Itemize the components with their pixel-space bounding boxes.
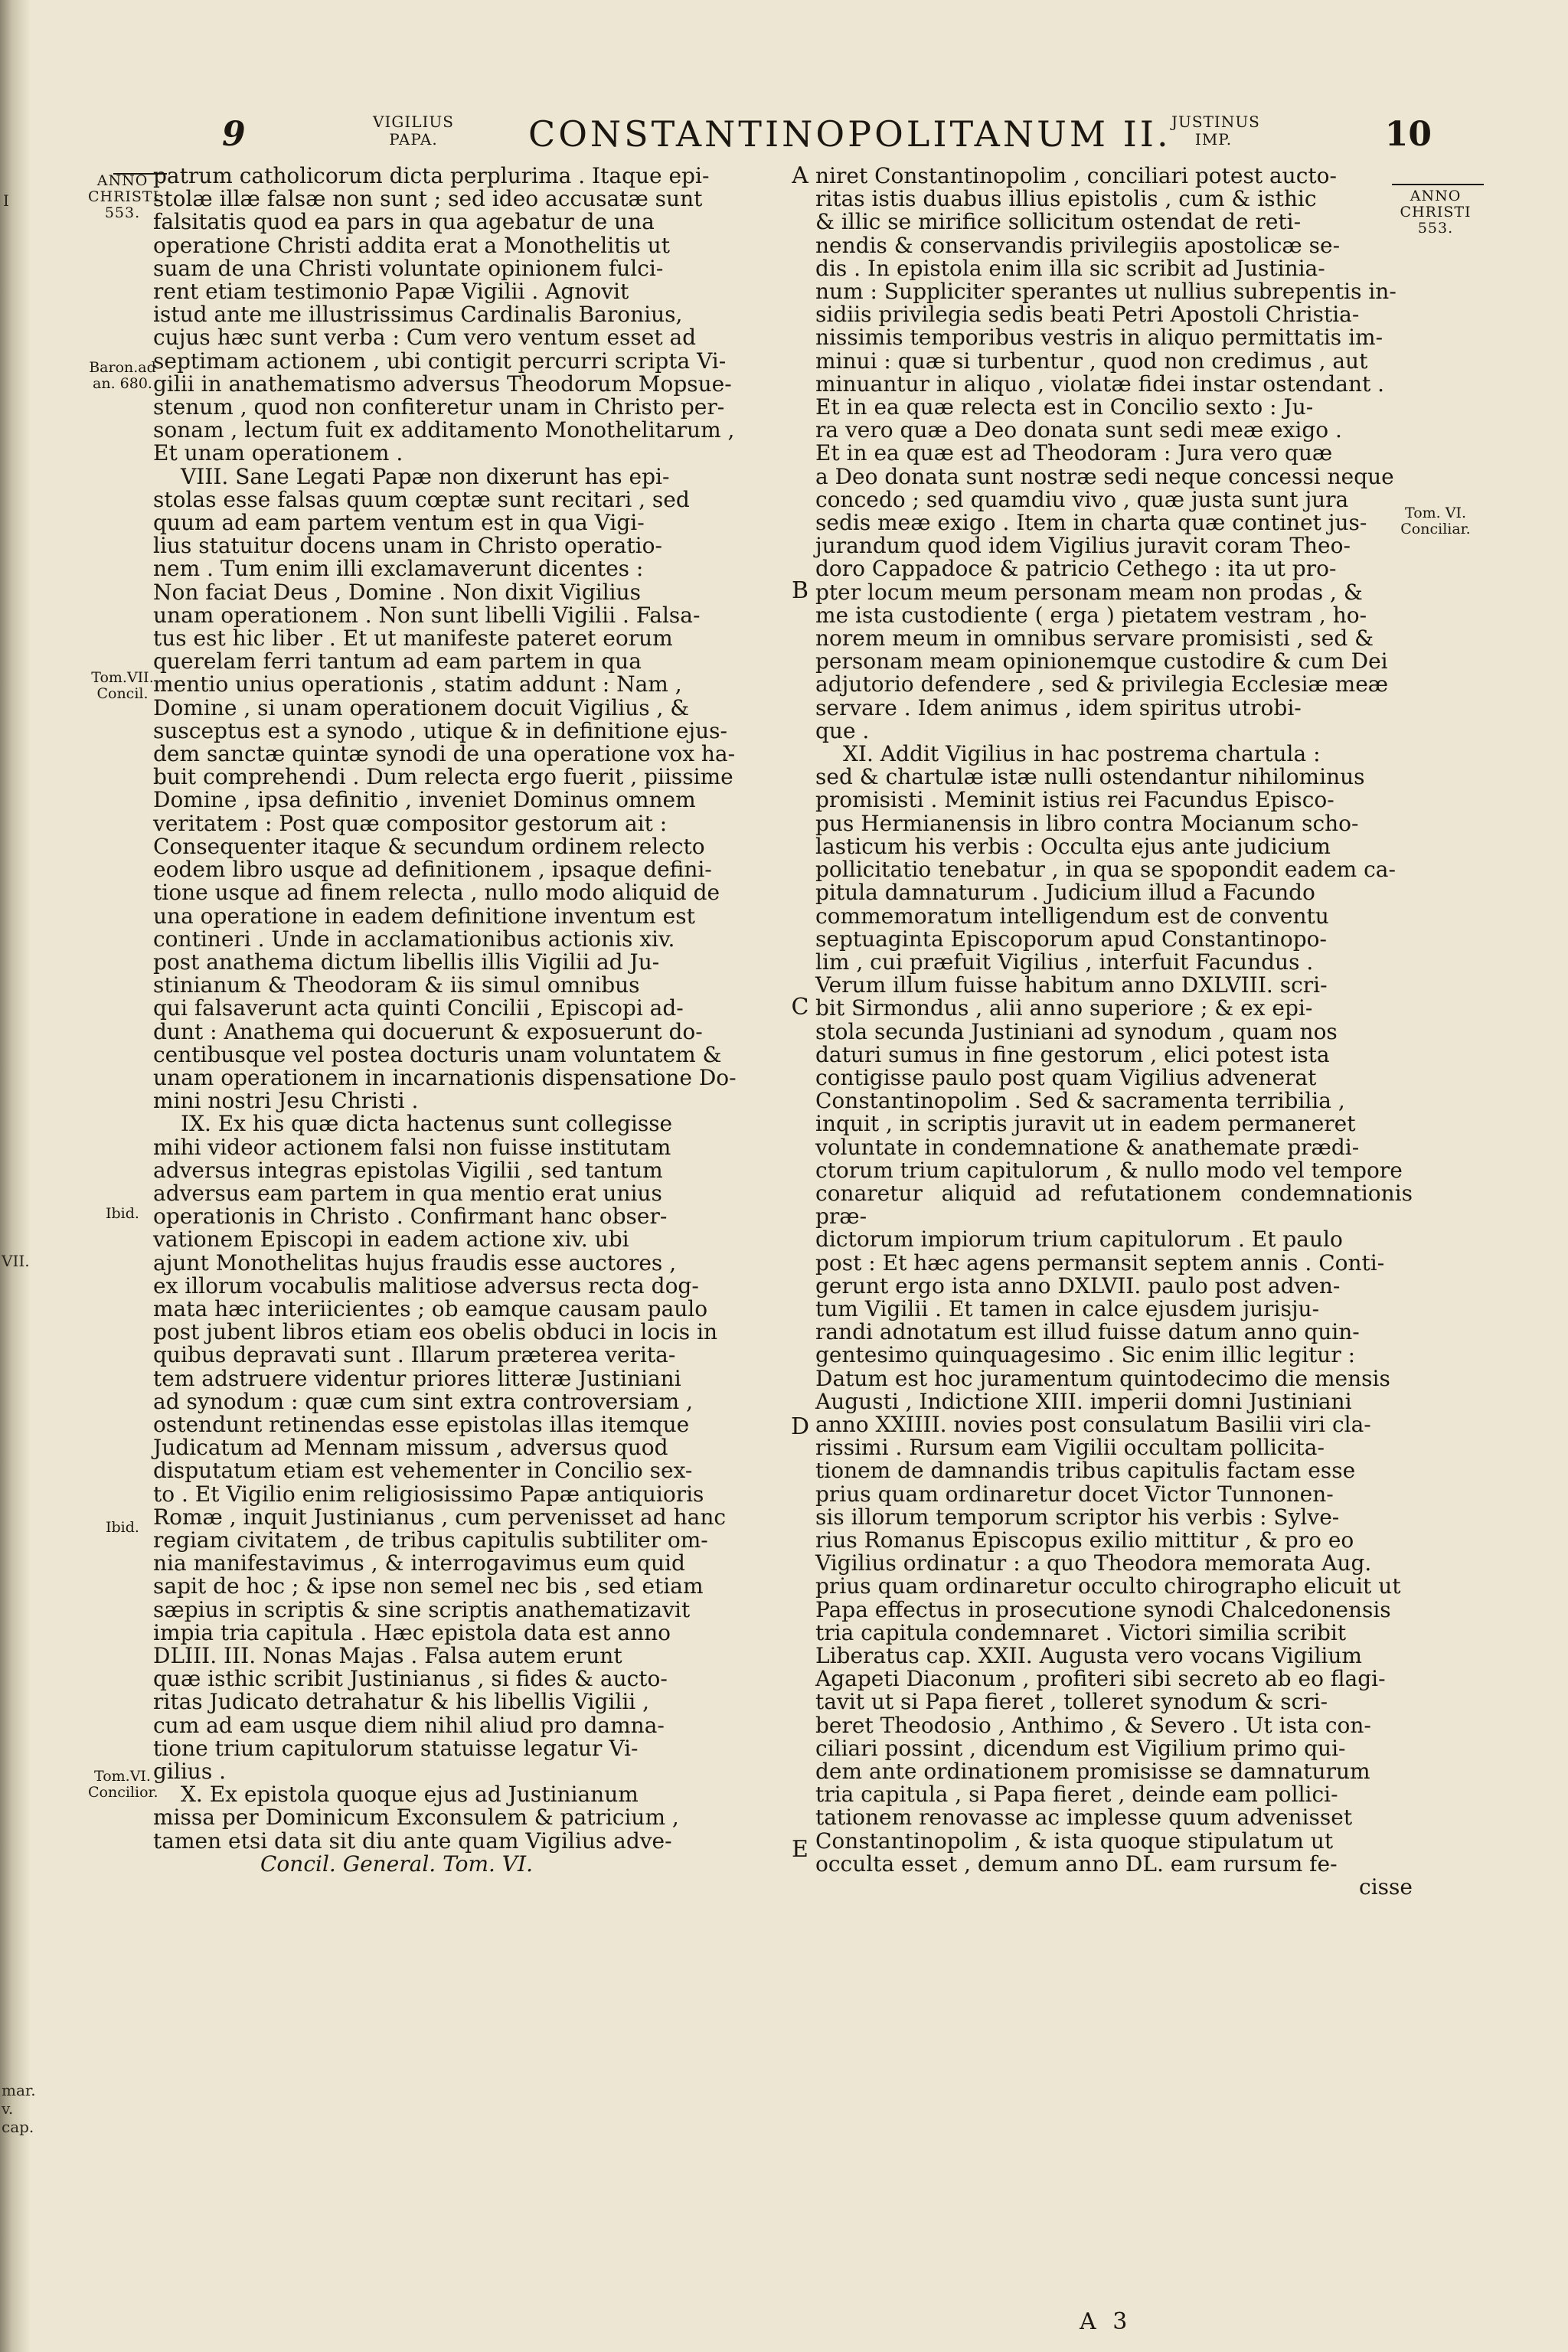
text-line: septuaginta Episcoporum apud Constantinopo- bbox=[815, 926, 1327, 952]
text-line: stenum , quod non confiteretur unam in Christo per- bbox=[153, 394, 725, 420]
text-line: post : Et hæc agens permansit septem annis . Conti- bbox=[815, 1250, 1385, 1276]
text-line: me ista custodiente ( erga ) pietatem vestram , ho- bbox=[815, 602, 1367, 628]
text-line: Verum illum fuisse habitum anno DXLVIII. scri- bbox=[815, 972, 1328, 998]
text-line: suam de una Christi voluntate opinionem fulci- bbox=[153, 255, 664, 281]
text-line: regiam civitatem , de tribus capitulis subtiliter om- bbox=[153, 1527, 708, 1553]
text-line: gerunt ergo ista anno DXLVII. paulo post adven- bbox=[815, 1272, 1341, 1298]
text-line: ad synodum : quæ cum sint extra controversiam , bbox=[153, 1388, 693, 1414]
text-line: rissimi . Rursum eam Vigilii occultam pollicita- bbox=[815, 1435, 1325, 1461]
margin-note-ibid: Ibid. bbox=[106, 1519, 139, 1536]
section-letter: E bbox=[792, 1836, 808, 1863]
text-line: sedis meæ exigo . Item in charta quæ continet jus- bbox=[815, 510, 1367, 536]
text-line: minui : quæ si turbentur , quod non credimus , aut bbox=[815, 348, 1368, 374]
text-line: beret Theodosio , Anthimo , & Severo . Ut ista con- bbox=[815, 1712, 1371, 1738]
text-line: norem meum in omnibus servare promisisti , sed & bbox=[815, 626, 1374, 652]
text-line: stola secunda Justiniani ad synodum , quam nos bbox=[815, 1018, 1338, 1044]
catchword: cisse bbox=[1359, 1874, 1413, 1900]
text-line: conaretur aliquid ad refutationem condemnationis præ- bbox=[815, 1180, 1413, 1230]
text-line: tione usque ad finem relecta , nullo modo aliquid de bbox=[153, 880, 720, 906]
text-line: rius Romanus Episcopus exilio mittitur , & pro eo bbox=[815, 1527, 1354, 1553]
text-line: adversus integras epistolas Vigilii , sed tantum bbox=[153, 1157, 663, 1183]
text-line: pitula damnaturum . Judicium illud a Facundo bbox=[815, 880, 1315, 906]
text-line: Et unam operationem . bbox=[153, 440, 403, 466]
edge-fragment: mar. bbox=[2, 2081, 36, 2099]
text-line: ctorum trium capitulorum , & nullo modo vel tempore bbox=[815, 1157, 1403, 1183]
margin-note-tom6: Tom.VI. Concilior. bbox=[88, 1768, 158, 1801]
text-line: Augusti , Indictione XIII. imperii domni Justiniani bbox=[815, 1388, 1352, 1414]
text-line: contineri . Unde in acclamationibus actionis xiv. bbox=[153, 926, 675, 952]
gutter-shadow bbox=[0, 0, 31, 2352]
text-line: quibus depravati sunt . Illarum præterea verita- bbox=[153, 1342, 676, 1368]
text-line: Judicatum ad Mennam missum , adversus quod bbox=[153, 1435, 668, 1461]
text-line: sonam , lectum fuit ex additamento Monothelitarum , bbox=[153, 417, 735, 443]
text-line: Consequenter itaque & secundum ordinem relecto bbox=[153, 833, 705, 859]
text-line: pollicitatio tenebatur , in qua se spopondit eadem ca- bbox=[815, 857, 1396, 883]
paragraph-heading-ix: IX. Ex his quæ dicta hactenus sunt collegisse bbox=[181, 1111, 673, 1137]
text-line: commemoratum intelligendum est de conventu bbox=[815, 903, 1329, 929]
text-line: nissimis temporibus vestris in aliquo permittatis im- bbox=[815, 325, 1383, 351]
text-line: lasticum his verbis : Occulta ejus ante judicium bbox=[815, 833, 1331, 859]
text-line: Constantinopolim . Sed & sacramenta terribilia , bbox=[815, 1088, 1345, 1114]
text-line: tamen etsi data sit diu ante quam Vigilius adve- bbox=[153, 1828, 672, 1854]
text-line: sed & chartulæ istæ nulli ostendantur nihilominus bbox=[815, 764, 1365, 790]
text-line: susceptus est a synodo , utique & in definitione ejus- bbox=[153, 717, 727, 743]
text-line: unam operationem . Non sunt libelli Vigilii . Falsa- bbox=[153, 602, 701, 628]
text-line: ciliari possint , dicendum est Vigilium primo qui- bbox=[815, 1735, 1346, 1761]
edge-fragment: I bbox=[3, 191, 9, 210]
text-line: Liberatus cap. XXII. Augusta vero vocans Vigilium bbox=[815, 1643, 1362, 1668]
text-line: niret Constantinopolim , conciliari potest aucto- bbox=[815, 163, 1337, 188]
text-line: tationem renovasse ac implesse quum advenisset bbox=[815, 1805, 1353, 1831]
text-line: post anathema dictum libellis illis Vigilii ad Ju- bbox=[153, 949, 660, 975]
text-line: adversus eam partem in qua mentio erat unius bbox=[153, 1180, 662, 1206]
text-line: sapit de hoc ; & ipse non semel nec bis , sed etiam bbox=[153, 1573, 704, 1599]
text-line: dem sanctæ quintæ synodi de una operatione vox ha- bbox=[153, 741, 736, 767]
section-letter: A bbox=[792, 162, 808, 189]
text-line: que . bbox=[815, 717, 870, 743]
text-line: jurandum quod idem Vigilius juravit coram Theo- bbox=[815, 533, 1351, 559]
paragraph-heading-xi: XI. Addit Vigilius in hac postrema chartula : bbox=[843, 741, 1321, 767]
text-line: vationem Episcopi in eadem actione xiv. ubi bbox=[153, 1227, 629, 1253]
text-line: tionem de damnandis tribus capitulis factam esse bbox=[815, 1458, 1356, 1484]
text-line: istud ante me illustrissimus Cardinalis Baronius, bbox=[153, 302, 683, 328]
text-line: tione trium capitulorum statuisse legatur Vi- bbox=[153, 1735, 639, 1761]
text-line: disputatum etiam est vehementer in Concilio sex- bbox=[153, 1458, 693, 1484]
text-line: tavit ut si Papa fieret , tolleret synodum & scri- bbox=[815, 1689, 1328, 1715]
margin-note-baronius: Baron.ad an. 680. bbox=[89, 359, 156, 392]
text-line: tria capitula , si Papa fieret , deinde eam pollici- bbox=[815, 1782, 1338, 1808]
text-line: Et in ea quæ relecta est in Concilio sexto : Ju- bbox=[815, 394, 1314, 420]
text-line: Vigilius ordinatur : a quo Theodora memorata Aug. bbox=[815, 1550, 1372, 1576]
text-line: operationis in Christo . Confirmant hanc obser- bbox=[153, 1204, 668, 1230]
text-line: qui falsaverunt acta quinti Concilii , Episcopi ad- bbox=[153, 995, 684, 1021]
text-line: septimam actionem , ubi contigit percurri scripta Vi- bbox=[153, 348, 727, 374]
text-line: ritas istis duabus illius epistolis , cum & isthic bbox=[815, 186, 1317, 212]
text-line: querelam ferri tantum ad eam partem in qua bbox=[153, 648, 642, 675]
text-line: ex illorum vocabulis malitiose adversus recta dog- bbox=[153, 1272, 699, 1298]
right-text-column bbox=[815, 165, 1413, 1899]
text-line: prius quam ordinaretur occulto chirographo elicuit ut bbox=[815, 1573, 1401, 1599]
running-header bbox=[92, 107, 1485, 168]
text-line: Papa effectus in prosecutione synodi Chalcedonensis bbox=[815, 1596, 1391, 1622]
text-line: mini nostri Jesu Christi . bbox=[153, 1088, 419, 1114]
text-line: Non faciat Deus , Domine . Non dixit Vigilius bbox=[153, 579, 642, 605]
text-line: cum ad eam usque diem nihil aliud pro damna- bbox=[153, 1712, 665, 1738]
margin-note-tom7: Tom.VII. Concil. bbox=[91, 669, 154, 702]
footer-catchline: Concil. General. Tom. VI. bbox=[260, 1851, 533, 1877]
text-line: buit comprehendi . Dum relecta ergo fuerit , piissime bbox=[153, 764, 733, 790]
text-line: mata hæc interiicientes ; ob eamque causam paulo bbox=[153, 1295, 708, 1321]
text-line: Domine , si unam operationem docuit Vigilius , & bbox=[153, 694, 690, 720]
text-line: DLIII. III. Nonas Majas . Falsa autem erunt bbox=[153, 1643, 622, 1668]
text-line: impia tria capitula . Hæc epistola data est anno bbox=[153, 1619, 671, 1645]
text-line: sæpius in scriptis & sine scriptis anathematizavit bbox=[153, 1596, 691, 1622]
margin-note-tom6: Tom. VI. Conciliar. bbox=[1400, 505, 1471, 537]
text-line: rent etiam testimonio Papæ Vigilii . Agnovit bbox=[153, 279, 629, 305]
text-line: pus Hermianensis in libro contra Mocianum scho- bbox=[815, 810, 1359, 836]
text-line: centibusque vel postea docturis unam voluntatem & bbox=[153, 1041, 722, 1067]
text-line: mentio unius operationis , statim addunt : Nam , bbox=[153, 671, 682, 697]
text-line: stolas esse falsas quum cœptæ sunt recitari , sed bbox=[153, 486, 690, 512]
edge-fragment: v. bbox=[2, 2099, 14, 2118]
text-line: ritas Judicato detrahatur & his libellis Vigilii , bbox=[153, 1689, 650, 1715]
text-line: sis illorum temporum scriptor his verbis : Sylve- bbox=[815, 1504, 1340, 1530]
text-line: ra vero quæ a Deo donata sunt sedi meæ exigo . bbox=[815, 417, 1342, 443]
text-line: tem adstruere videntur priores litteræ Justiniani bbox=[153, 1365, 681, 1391]
text-line: tum Vigilii . Et tamen in calce ejusdem jurisju- bbox=[815, 1295, 1320, 1321]
text-line: nem . Tum enim illi exclamaverunt dicentes : bbox=[153, 556, 644, 582]
text-line: post jubent libros etiam eos obelis obduci in locis in bbox=[153, 1319, 718, 1345]
text-line: quæ isthic scribit Justinianus , si fides & aucto- bbox=[153, 1666, 668, 1692]
text-line: gilius . bbox=[153, 1759, 226, 1785]
text-line: eodem libro usque ad definitionem , ipsaque defini- bbox=[153, 857, 712, 883]
text-line: veritatem : Post quæ compositor gestorum ait : bbox=[153, 810, 668, 836]
margin-note-ibid: Ibid. bbox=[106, 1205, 139, 1222]
text-line: to . Et Vigilio enim religiosissimo Papæ antiquioris bbox=[153, 1481, 704, 1507]
text-line: personam meam opinionemque custodire & cum Dei bbox=[815, 648, 1388, 675]
text-line: dictorum impiorum trium capitulorum . Et paulo bbox=[815, 1227, 1343, 1253]
text-line: & illic se mirifice sollicitum ostendat de reti- bbox=[815, 209, 1302, 235]
text-line: inquit , in scriptis juravit ut in eadem permaneret bbox=[815, 1111, 1356, 1137]
text-line: tria capitula condemnaret . Victori similia scribit bbox=[815, 1619, 1347, 1645]
text-line: num : Suppliciter sperantes ut nullius subrepentis in- bbox=[815, 279, 1396, 305]
text-line: gentesimo quinquagesimo . Sic enim illic legitur : bbox=[815, 1342, 1356, 1368]
paragraph-heading-viii: VIII. Sane Legati Papæ non dixerunt has epi- bbox=[181, 463, 670, 489]
text-line: Romæ , inquit Justinianus , cum pervenisset ad hanc bbox=[153, 1504, 727, 1530]
text-line: ostendunt retinendas esse epistolas illas itemque bbox=[153, 1411, 690, 1437]
text-line: anno XXIIII. novies post consulatum Basilii viri cla- bbox=[815, 1411, 1371, 1437]
header-left-label: VIGILIUS PAPA. bbox=[373, 113, 454, 149]
text-line: promisisti . Meminit istius rei Facundus Episco- bbox=[815, 787, 1334, 813]
edge-fragment: cap. bbox=[2, 2118, 34, 2136]
text-line: Domine , ipsa definitio , inveniet Dominus omnem bbox=[153, 787, 696, 813]
text-line: cujus hæc sunt verba : Cum vero ventum esset ad bbox=[153, 325, 697, 351]
page-title: CONSTANTINOPOLITANUM II. bbox=[528, 113, 1171, 155]
text-line: contigisse paulo post quam Vigilius advenerat bbox=[815, 1064, 1317, 1090]
text-line: tus est hic liber . Et ut manifeste pateret eorum bbox=[153, 626, 673, 652]
page-number-left: 9 bbox=[222, 115, 246, 154]
text-line: stolæ illæ falsæ non sunt ; sed ideo accusatæ sunt bbox=[153, 186, 703, 212]
text-line: lim , cui præfuit Vigilius , interfuit Facundus . bbox=[815, 949, 1314, 975]
paragraph-heading-x: X. Ex epistola quoque ejus ad Justinianum bbox=[181, 1782, 639, 1808]
section-letter: D bbox=[790, 1413, 810, 1440]
text-line: quum ad eam partem ventum est in qua Vigi- bbox=[153, 510, 645, 536]
text-line: stinianum & Theodoram & iis simul omnibus bbox=[153, 972, 640, 998]
text-line: occulta esset , demum anno DL. eam rursum fe- bbox=[815, 1851, 1338, 1877]
text-line: unam operationem in incarnationis dispensatione Do- bbox=[153, 1064, 737, 1090]
text-line: randi adnotatum est illud fuisse datum anno quin- bbox=[815, 1319, 1360, 1345]
text-line: dis . In epistola enim illa sic scribit ad Justinia- bbox=[815, 255, 1325, 281]
text-line: dem ante ordinationem promisisse se damnaturum bbox=[815, 1759, 1370, 1785]
margin-note-anno: ANNO CHRISTI 553. bbox=[1400, 188, 1472, 237]
signature-mark: A 3 bbox=[1080, 2308, 1132, 2335]
margin-note-anno: ANNO CHRISTI 553. bbox=[88, 172, 160, 221]
text-line: gilii in anathematismo adversus Theodorum Mopsue- bbox=[153, 371, 732, 397]
text-line: nia manifestavimus , & interrogavimus eum quid bbox=[153, 1550, 685, 1576]
text-line: minuantur in aliquo , violatæ fidei instar ostendant . bbox=[815, 371, 1385, 397]
text-line: sidiis privilegia sedis beati Petri Apostoli Christia- bbox=[815, 302, 1360, 328]
text-line: mihi videor actionem falsi non fuisse institutam bbox=[153, 1134, 671, 1160]
text-line: nendis & conservandis privilegiis apostolicæ se- bbox=[815, 232, 1341, 258]
text-line: falsitatis quod ea pars in qua agebatur de una bbox=[153, 209, 655, 235]
left-text-column bbox=[153, 165, 777, 1876]
text-line: operatione Christi addita erat a Monothelitis ut bbox=[153, 232, 670, 258]
text-line: voluntate in condemnatione & anathemate prædi- bbox=[815, 1134, 1360, 1160]
edge-fragment: VII. bbox=[2, 1252, 30, 1270]
text-line: Datum est hoc juramentum quintodecimo die mensis bbox=[815, 1365, 1390, 1391]
text-line: patrum catholicorum dicta perplurima . Itaque epi- bbox=[153, 163, 710, 188]
text-line: Et in ea quæ est ad Theodoram : Jura vero quæ bbox=[815, 440, 1333, 466]
text-line: adjutorio defendere , sed & privilegia Ecclesiæ meæ bbox=[815, 671, 1389, 697]
header-right-label: JUSTINUS IMP. bbox=[1171, 113, 1260, 149]
text-line: bit Sirmondus , alii anno superiore ; & ex epi- bbox=[815, 995, 1313, 1021]
text-line: doro Cappadoce & patricio Cethego : ita ut pro- bbox=[815, 556, 1337, 582]
text-line: dunt : Anathema qui docuerunt & exposuerunt do- bbox=[153, 1018, 703, 1044]
text-line: a Deo donata sunt nostræ sedi neque concessi neque bbox=[815, 463, 1394, 489]
text-line: ajunt Monothelitas hujus fraudis esse auctores , bbox=[153, 1250, 677, 1276]
section-letter: C bbox=[791, 994, 809, 1021]
section-letter: B bbox=[791, 577, 809, 604]
text-line: pter locum meum personam meam non prodas , & bbox=[815, 579, 1363, 605]
text-line: missa per Dominicum Exconsulem & patricium , bbox=[153, 1805, 679, 1831]
text-line: una operatione in eadem definitione inventum est bbox=[153, 903, 695, 929]
text-line: lius statuitur docens unam in Christo operatio- bbox=[153, 533, 662, 559]
text-line: Constantinopolim , & ista quoque stipulatum ut bbox=[815, 1828, 1334, 1854]
text-line: servare . Idem animus , idem spiritus utrobi- bbox=[815, 694, 1302, 720]
text-line: daturi sumus in fine gestorum , elici potest ista bbox=[815, 1041, 1330, 1067]
page-number-right: 10 bbox=[1384, 115, 1432, 154]
text-line: Agapeti Diaconum , profiteri sibi secreto ab eo flagi- bbox=[815, 1666, 1386, 1692]
text-line: concedo ; sed quamdiu vivo , quæ justa sunt jura bbox=[815, 486, 1349, 512]
text-line: prius quam ordinaretur docet Victor Tunnonen- bbox=[815, 1481, 1334, 1507]
